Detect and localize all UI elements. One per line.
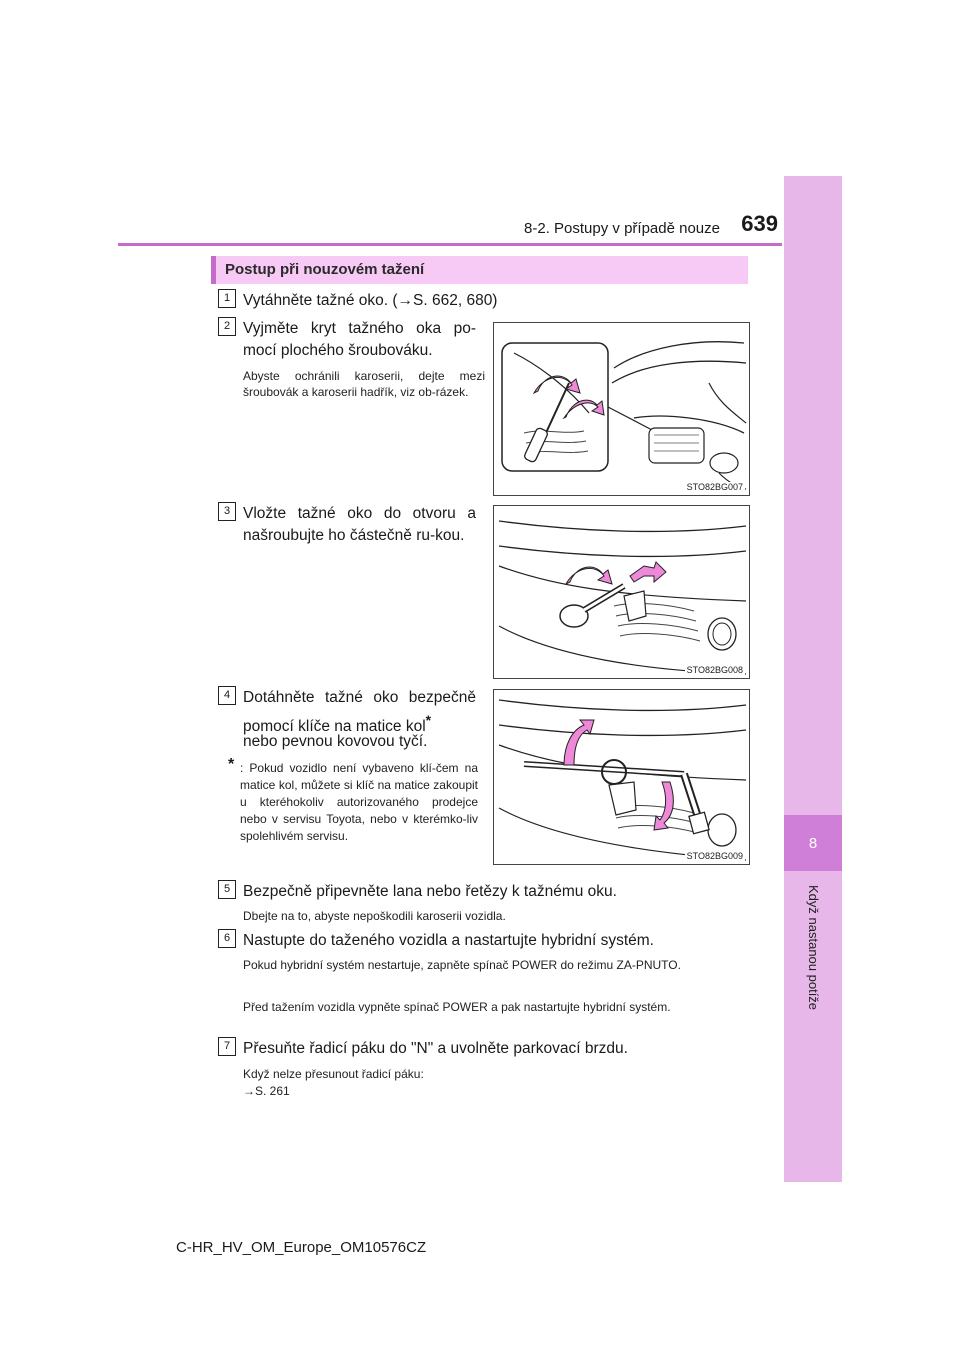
step-6-note: Pokud hybridní systém nestartuje, zapněte spínač POWER do režimu ZA-PNUTO.: [243, 958, 681, 972]
step-1-text: Vytáhněte tažné oko. (→S. 662, 680): [243, 292, 498, 309]
chapter-number-badge: 8: [784, 815, 842, 871]
step-5-text: Bezpečně připevněte lana nebo řetězy k tažnému oku.: [243, 883, 617, 900]
step-number-1: 1: [218, 289, 236, 308]
step-number-4: 4: [218, 686, 236, 705]
header-section-title: 8-2. Postupy v případě nouze: [524, 220, 720, 237]
step-number-7: 7: [218, 1037, 236, 1056]
figure-tighten-eye-drawing: [494, 690, 749, 864]
section-title: Postup při nouzovém tažení: [225, 261, 425, 278]
figure-code-1: STO82BG007: [686, 482, 743, 492]
figure-remove-cover-drawing: [494, 323, 749, 495]
step-3-text: Vložte tažné oko do otvoru a našroubujte ho částečně ru-kou.: [243, 505, 476, 544]
step-6-note-2: Před tažením vozidla vypněte spínač POWER a pak nastartujte hybridní systém.: [243, 1000, 671, 1014]
step-number-6: 6: [218, 929, 236, 948]
step-number-2: 2: [218, 317, 236, 336]
figure-insert-eye: [493, 505, 750, 679]
page-number: 639: [741, 211, 778, 236]
chapter-title-vertical: Když nastanou potíže: [806, 885, 821, 1011]
step-4-footnote-mark: *: [425, 712, 432, 728]
figure-code-2: STO82BG008: [686, 665, 743, 675]
step-6-text: Nastupte do taženého vozidla a nastartujte hybridní systém.: [243, 932, 654, 949]
step-number-5: 5: [218, 880, 236, 899]
figure-code-3: STO82BG009: [686, 851, 743, 861]
chapter-side-tab: [784, 176, 842, 1182]
step-4-text-cont: nebo pevnou kovovou tyčí.: [243, 733, 428, 750]
figure-remove-cover: [493, 322, 750, 496]
step-2-text: Vyjměte kryt tažného oka po-mocí plochého šroubováku.: [243, 320, 476, 359]
step-4-text-main: Dotáhněte tažné oko bezpečně pomocí klíče na matice kol: [243, 689, 476, 736]
figure-tighten-eye: [493, 689, 750, 865]
step-number-3: 3: [218, 502, 236, 521]
footer-document-code: C-HR_HV_OM_Europe_OM10576CZ: [176, 1239, 427, 1256]
step-5-note: Dbejte na to, abyste nepoškodili karoserii vozidla.: [243, 909, 506, 923]
step-2-note: Abyste ochránili karoserii, dejte mezi šroubovák a karoserii hadřík, viz ob-rázek.: [243, 369, 485, 399]
step-7-note: Když nelze přesunout řadicí páku:: [243, 1067, 424, 1081]
footnote-asterisk: *: [228, 756, 235, 773]
figure-insert-eye-drawing: [494, 506, 749, 678]
step-4-footnote: : Pokud vozidlo není vybaveno klí-čem na matice kol, můžete si klíč na matice zakoupit u kteréhokoliv autorizovaného prodejce nebo v servisu Toyota, nebo v kterémko-liv spolehlivém servisu.: [240, 761, 478, 843]
step-7-note-2: →S. 261: [243, 1084, 290, 1098]
header-rule: [118, 243, 782, 246]
step-7-text: Přesuňte řadicí páku do "N" a uvolněte parkovací brzdu.: [243, 1040, 628, 1057]
